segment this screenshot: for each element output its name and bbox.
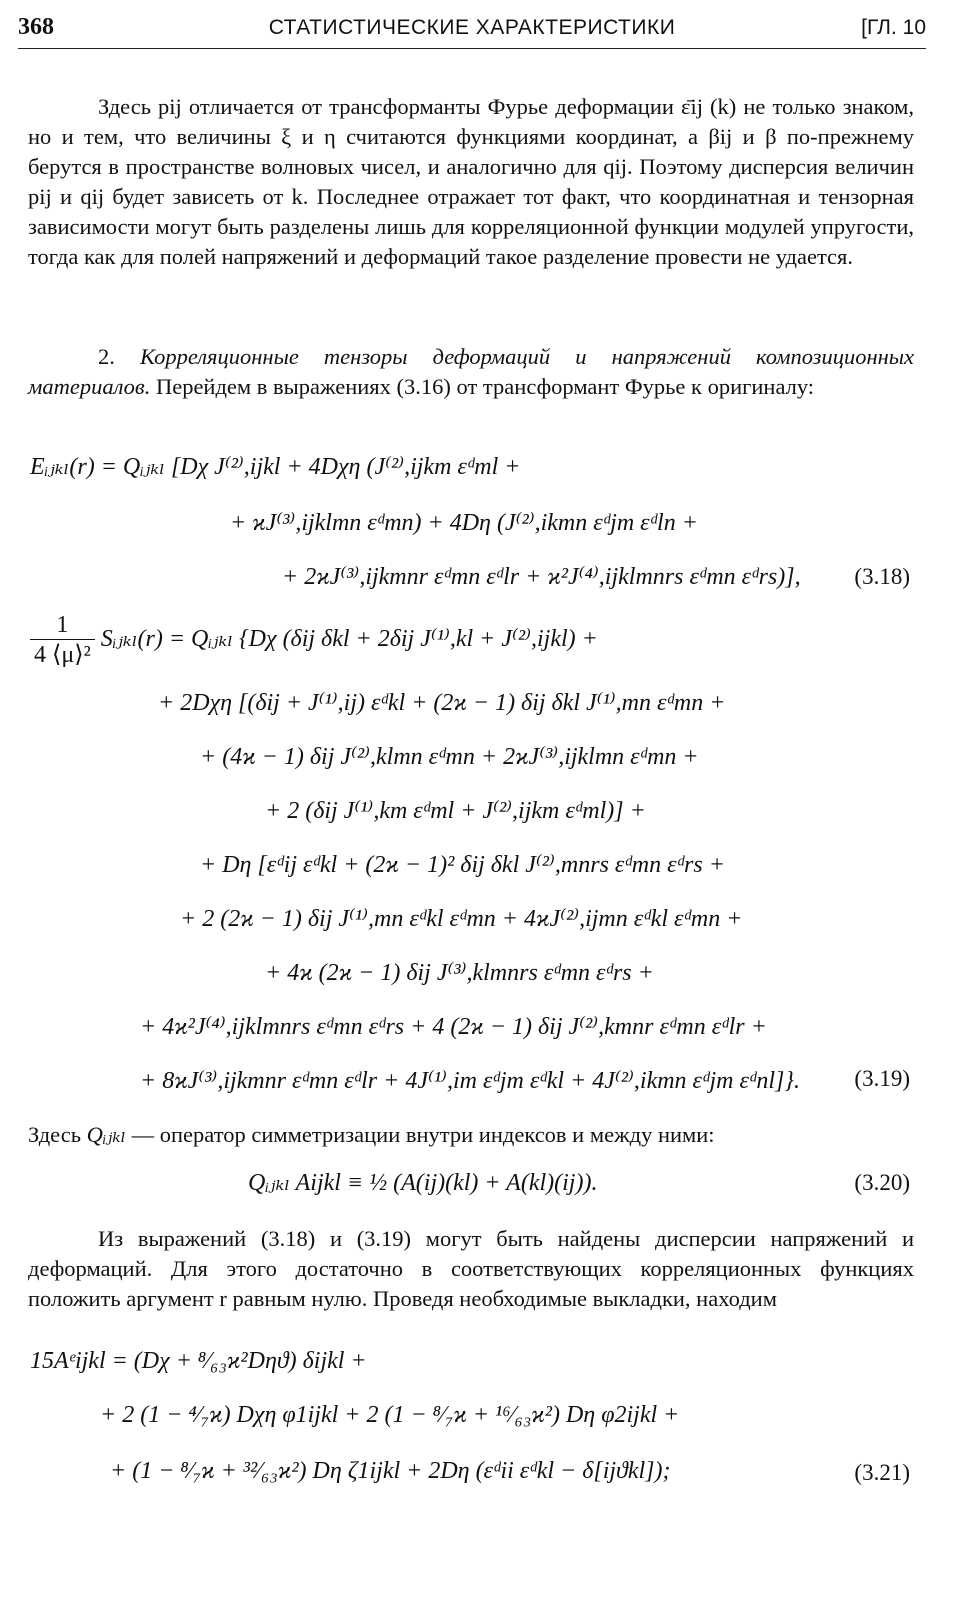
paragraph-3-prefix: Здесь bbox=[28, 1122, 87, 1147]
equation-line: + 2 (δij J⁽¹⁾,km εᵈml + J⁽²⁾,ijkm εᵈml)] + bbox=[265, 798, 646, 824]
paragraph-2-rest: Перейдем в выражениях (3.16) от трансформант Фурье к оригиналу: bbox=[150, 374, 815, 399]
fraction-denominator: 4 ⟨μ⟩² bbox=[34, 642, 91, 668]
equation-line: + 4ϰ (2ϰ − 1) δij J⁽³⁾,klmnrs εᵈmn εᵈrs + bbox=[265, 960, 654, 986]
equation-number: (3.18) bbox=[854, 564, 910, 589]
equation-line: Eᵢⱼₖₗ(r) = Qᵢⱼₖₗ [Dχ J⁽²⁾,ijkl + 4Dχη (J⁽²⁾,ijkm εᵈml + bbox=[30, 454, 521, 480]
running-title: СТАТИСТИЧЕСКИЕ ХАРАКТЕРИСТИКИ bbox=[268, 16, 676, 39]
section-heading: Корреляционные тензоры деформаций и напряжений композиционных материалов. bbox=[28, 344, 914, 399]
fraction-numerator: 1 bbox=[30, 612, 95, 640]
equation-line: + 2Dχη [(δij + J⁽¹⁾,ij) εᵈkl + (2ϰ − 1) δij δkl J⁽¹⁾,mn εᵈmn + bbox=[158, 690, 726, 716]
equation-number: (3.19) bbox=[854, 1066, 910, 1091]
paragraph-2-lead: 2. bbox=[98, 344, 140, 369]
equation-number: (3.21) bbox=[854, 1460, 910, 1485]
equation-line: + (1 − ⁸⁄₇ϰ + ³²⁄₆₃ϰ²) Dη ζ1ijkl + 2Dη (εᵈii εᵈkl − δ[ijϑkl]); bbox=[110, 1458, 671, 1484]
paragraph-3-rest: — оператор симметризации внутри индексов и между ними: bbox=[126, 1122, 715, 1147]
equation-line: + (4ϰ − 1) δij J⁽²⁾,klmn εᵈmn + 2ϰJ⁽³⁾,ijklmn εᵈmn + bbox=[200, 744, 699, 770]
equation-line: + 2 (2ϰ − 1) δij J⁽¹⁾,mn εᵈkl εᵈmn + 4ϰJ⁽²⁾,ijmn εᵈkl εᵈmn + bbox=[180, 906, 743, 932]
equation-line: Sᵢⱼₖₗ(r) = Qᵢⱼₖₗ {Dχ (δij δkl + 2δij J⁽¹⁾,kl + J⁽²⁾,ijkl) + bbox=[100, 626, 598, 653]
equation-line: 15Aᵉijkl = (Dχ + ⁸⁄₆₃ϰ²Dηϑ) δijkl + bbox=[30, 1348, 367, 1374]
equation-line: + 2ϰJ⁽³⁾,ijkmnr εᵈmn εᵈlr + ϰ²J⁽⁴⁾,ijklmnrs εᵈmn εᵈrs)], bbox=[282, 564, 801, 590]
chapter-label: [ГЛ. 10 bbox=[861, 16, 926, 39]
paragraph-1-text: Здесь pij отличается от трансформанты Фурье деформации ε̄ij (k) не только знаком, но и тем, что величины ξ и η считаются функциями координат, а βij и β по-прежнему берутся в пространстве волновых чисел, и аналогично для qij. Поэтому дисперсия величин pij и qij будет зависеть от k. Последнее отражает тот факт, что координатная и тензорная зависимости могут быть разделены лишь для корреляционной функции модулей упругости, тогда как для полей напряжений и деформаций такое разделение провести не удается. bbox=[28, 94, 914, 269]
paragraph-4 bbox=[28, 1224, 914, 1314]
equation-line: + 4ϰ²J⁽⁴⁾,ijklmnrs εᵈmn εᵈrs + 4 (2ϰ − 1) δij J⁽²⁾,kmnr εᵈmn εᵈlr + bbox=[140, 1014, 767, 1040]
equation-number: (3.20) bbox=[854, 1170, 910, 1195]
paragraph-2 bbox=[28, 342, 914, 402]
operator-symbol: Qᵢⱼₖₗ bbox=[86, 1122, 127, 1147]
paragraph-4-text: Из выражений (3.18) и (3.19) могут быть найдены дисперсии напряжений и деформаций. Для этого достаточно в соответствующих корреляционных функциях положить аргумент r равным нулю. Проведя необходимые выкладки, находим bbox=[28, 1226, 914, 1311]
equation-line: + 8ϰJ⁽³⁾,ijkmnr εᵈmn εᵈlr + 4J⁽¹⁾,im εᵈjm εᵈkl + 4J⁽²⁾,ikmn εᵈjm εᵈnl]}. bbox=[140, 1068, 800, 1094]
equation-line: + ϰJ⁽³⁾,ijklmn εᵈmn) + 4Dη (J⁽²⁾,ikmn εᵈjm εᵈln + bbox=[230, 510, 698, 536]
paragraph-3 bbox=[28, 1120, 914, 1150]
equation-line: + Dη [εᵈij εᵈkl + (2ϰ − 1)² δij δkl J⁽²⁾,mnrs εᵈmn εᵈrs + bbox=[200, 852, 725, 878]
fraction bbox=[30, 612, 95, 669]
paragraph-1 bbox=[28, 92, 914, 272]
equation-line: + 2 (1 − ⁴⁄₇ϰ) Dχη φ1ijkl + 2 (1 − ⁸⁄₇ϰ + ¹⁶⁄₆₃ϰ²) Dη φ2ijkl + bbox=[100, 1402, 680, 1428]
equation-line: Qᵢⱼₖₗ Aijkl ≡ ½ (A(ij)(kl) + A(kl)(ij)). bbox=[248, 1170, 598, 1196]
page-number: 368 bbox=[18, 14, 54, 40]
running-header bbox=[18, 14, 926, 49]
